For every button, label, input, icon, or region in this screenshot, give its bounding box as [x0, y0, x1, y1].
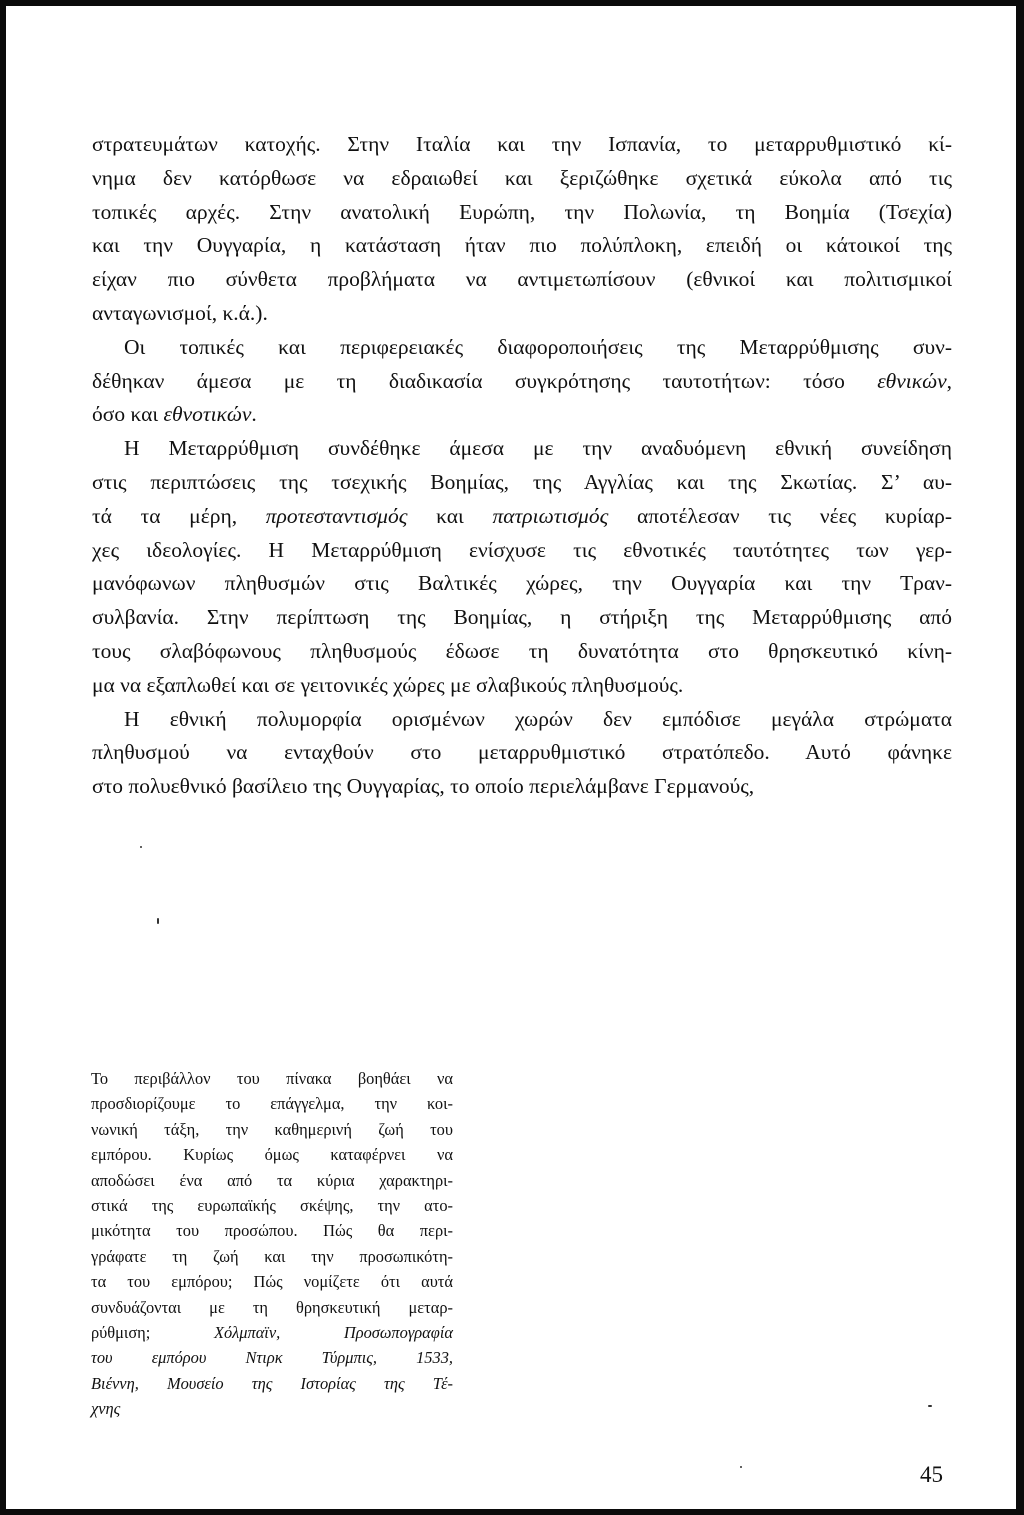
paragraph	[92, 703, 952, 804]
scan-edge-bottom	[0, 1509, 1024, 1515]
text-run: στο πολυεθνικό βασίλειο της Ουγγαρίας, το οποίο περιελάμβανε Γερμανούς,	[92, 774, 755, 799]
text-run: στις περιπτώσεις της τσεχικής Βοημίας, της Αγγλίας και της Σκωτίας. Σ’ αυ-	[92, 469, 952, 494]
text-run: γράφατε τη ζωή και την προσωπικότη-	[91, 1246, 453, 1266]
text-line	[91, 1168, 453, 1193]
text-line	[92, 196, 952, 230]
text-run: ανταγωνισμοί, κ.ά.).	[92, 300, 268, 325]
text-run: τά τα μέρη,	[92, 503, 266, 528]
scan-edge-right	[1016, 0, 1024, 1515]
text-line	[91, 1345, 453, 1370]
scan-edge-top	[0, 0, 1024, 6]
text-line	[92, 365, 952, 399]
text-run: στρατευμάτων κατοχής. Στην Ιταλία και την Ισπανία, το μεταρρυθμιστικό κί-	[92, 132, 952, 156]
text-line	[92, 398, 952, 432]
paragraph	[92, 331, 952, 432]
text-line	[92, 601, 952, 635]
text-line	[92, 229, 952, 263]
text-run: συλβανία. Στην περίπτωση της Βοημίας, η στήριξη της Μεταρρύθμισης από	[92, 605, 952, 630]
text-line	[92, 736, 952, 770]
italic-text: χνης	[91, 1399, 121, 1419]
text-run: χες ιδεολογίες. Η Μεταρρύθμιση ενίσχυσε τις εθνοτικές ταυτότητες των γερ-	[92, 537, 952, 562]
text-run: αποτέλεσαν τις νέες κυρίαρ-	[608, 503, 952, 528]
text-run: ρύθμιση;	[91, 1323, 214, 1343]
text-line	[92, 669, 952, 703]
text-line	[91, 1117, 453, 1142]
text-line	[92, 500, 952, 534]
text-run: πληθυσμού να ενταχθούν στο μεταρρυθμιστικό στρατόπεδο. Αυτό φάνηκε	[92, 740, 952, 765]
text-line	[91, 1193, 453, 1218]
text-line	[91, 1066, 453, 1091]
text-run: τα του εμπόρου; Πώς νομίζετε ότι αυτά	[91, 1272, 453, 1292]
text-line	[92, 331, 952, 365]
text-run: είχαν πιο σύνθετα προβλήματα να αντιμετωπίσουν (εθνικοί και πολιτισμικοί	[92, 267, 952, 292]
text-line	[92, 567, 952, 601]
page-number: 45	[920, 1462, 943, 1487]
text-run: εμπόρου. Κυρίως όμως καταφέρνει να	[91, 1145, 453, 1165]
text-line	[92, 297, 952, 331]
text-run: όσο και	[92, 402, 164, 427]
text-line	[91, 1396, 453, 1421]
scan-speck	[928, 1405, 932, 1407]
italic-text: του εμπόρου Ντιρκ Τύρμπις, 1533,	[91, 1348, 453, 1368]
scan-edge-left	[0, 0, 6, 1515]
scan-speck	[157, 918, 159, 924]
italic-text: Χόλμπαϊν, Προσωπογραφία	[213, 1323, 453, 1343]
text-run: νωνική τάξη, την καθημερινή ζωή του	[91, 1119, 453, 1139]
text-run: ,	[946, 368, 952, 393]
text-line	[91, 1320, 453, 1345]
italic-text: εθνοτικών	[163, 402, 252, 427]
text-run: .	[251, 402, 257, 427]
image-caption	[91, 1066, 453, 1422]
text-line	[91, 1371, 453, 1396]
italic-text: πατριωτισμός	[492, 503, 609, 528]
text-line	[92, 703, 952, 737]
italic-text: Βιέννη, Μουσείο της Ιστορίας της Τέ-	[91, 1373, 453, 1393]
text-line	[92, 770, 952, 804]
text-line	[92, 162, 952, 196]
italic-text: εθνικών	[877, 368, 947, 393]
text-run: και	[407, 503, 493, 528]
text-run: προσδιορίζουμε το επάγγελμα, την κοι-	[91, 1094, 453, 1114]
scan-speck	[740, 1466, 742, 1468]
text-line	[92, 263, 952, 297]
text-line	[91, 1091, 453, 1116]
text-run: συνδυάζονται με τη θρησκευτική μεταρ-	[91, 1297, 453, 1317]
paragraph	[92, 432, 952, 702]
text-line	[92, 635, 952, 669]
text-line	[92, 466, 952, 500]
text-run: στικά της ευρωπαϊκής σκέψης, την ατο-	[91, 1196, 453, 1216]
paragraph	[92, 128, 952, 331]
text-run: τοπικές αρχές. Στην ανατολική Ευρώπη, την Πολωνία, τη Βοημία (Τσεχία)	[92, 199, 952, 224]
text-run: τους σλαβόφωνους πληθυσμούς έδωσε τη δυνατότητα στο θρησκευτικό κίνη-	[92, 638, 952, 663]
text-line	[91, 1269, 453, 1294]
text-run: αποδώσει ένα από τα κύρια χαρακτηρι-	[91, 1170, 453, 1190]
text-run: Το περιβάλλον του πίνακα βοηθάει να	[91, 1069, 453, 1088]
main-body-text	[92, 128, 952, 804]
scan-speck	[140, 846, 142, 848]
text-run: Η εθνική πολυμορφία ορισμένων χωρών δεν εμπόδισε μεγάλα στρώματα	[124, 706, 952, 731]
text-line	[91, 1142, 453, 1167]
text-run: μανόφωνων πληθυσμών στις Βαλτικές χώρες, την Ουγγαρία και την Τραν-	[92, 571, 952, 596]
text-line	[91, 1295, 453, 1320]
text-run: Οι τοπικές και περιφερειακές διαφοροποιήσεις της Μεταρρύθμισης συν-	[124, 334, 952, 359]
text-run: νημα δεν κατόρθωσε να εδραιωθεί και ξεριζώθηκε σχετικά εύκολα από τις	[92, 165, 952, 190]
text-line	[92, 534, 952, 568]
text-line	[92, 432, 952, 466]
text-line	[91, 1244, 453, 1269]
text-run: Η Μεταρρύθμιση συνδέθηκε άμεσα με την αναδυόμενη εθνική συνείδηση	[124, 436, 952, 461]
text-line	[92, 128, 952, 162]
text-run: μικότητα του προσώπου. Πώς θα περι-	[91, 1221, 453, 1241]
italic-text: προτεσταντισμός	[265, 503, 408, 528]
text-line	[91, 1218, 453, 1243]
text-run: μα να εξαπλωθεί και σε γειτονικές χώρες με σλαβικούς πληθυσμούς.	[92, 672, 684, 697]
text-run: δέθηκαν άμεσα με τη διαδικασία συγκρότησης ταυτοτήτων: τόσο	[92, 368, 878, 393]
text-run: και την Ουγγαρία, η κατάσταση ήταν πιο πολύπλοκη, επειδή οι κάτοικοί της	[92, 233, 952, 258]
